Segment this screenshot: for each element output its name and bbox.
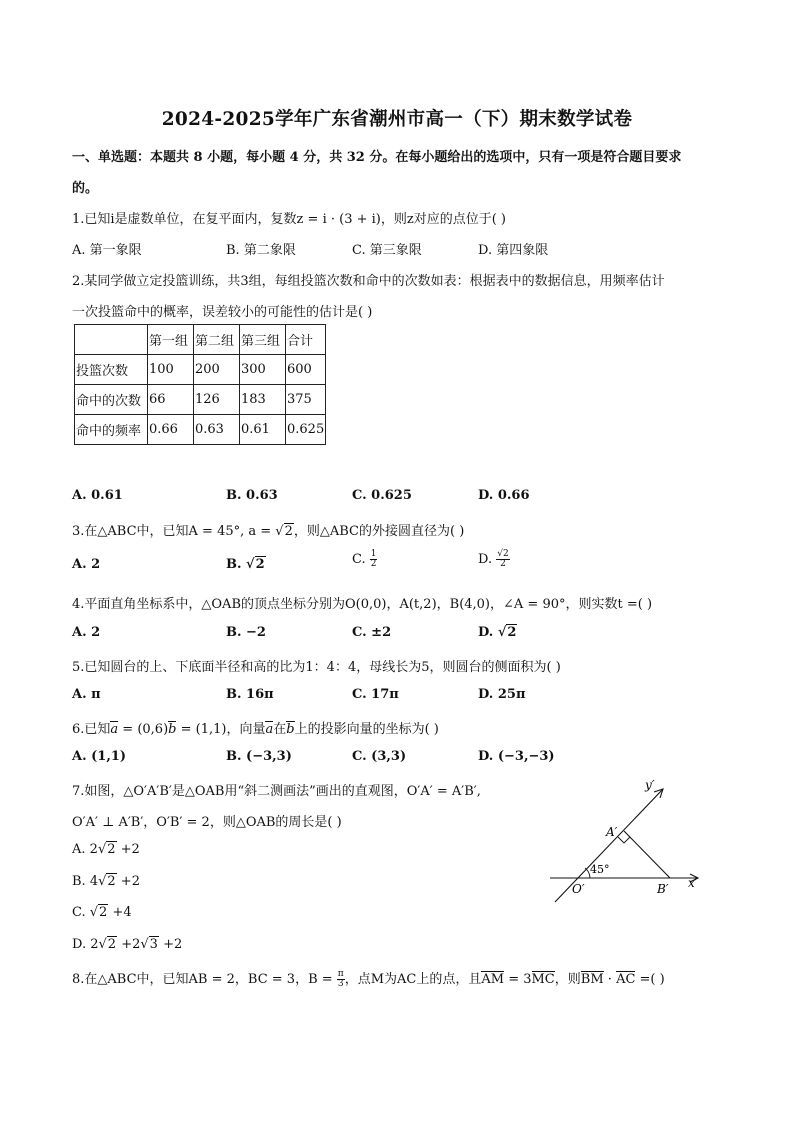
q5-option-c: C. 17π bbox=[352, 687, 399, 702]
section-heading-line1: 一、单选题：本题共 8 小题，每小题 4 分，共 32 分。在每小题给出的选项中，只有一项是符合题目要求 bbox=[72, 150, 682, 165]
q3-option-c bbox=[352, 550, 377, 569]
option-part: D. 2 bbox=[72, 937, 99, 952]
table-cell: 第二组 bbox=[194, 325, 240, 355]
q1-option-c: C. 第三象限 bbox=[352, 243, 422, 258]
table-cell: 66 bbox=[148, 385, 194, 415]
q7-option-d: D. 2√2 +2√3 +2 bbox=[72, 937, 183, 952]
point-a-label: A′ bbox=[606, 825, 618, 839]
option-part: C. bbox=[72, 905, 90, 920]
q3-option-c-fraction bbox=[370, 550, 378, 569]
q5-option-b: B. 16π bbox=[226, 687, 274, 702]
q8-stem-part: ，点M为AC上的点，且 bbox=[344, 972, 482, 987]
angle-label: 45° bbox=[590, 863, 610, 876]
q6-stem-part: = (0,6) bbox=[118, 722, 169, 737]
q2-option-a: A. 0.61 bbox=[72, 488, 123, 503]
q6-option-a: A. (1,1) bbox=[72, 749, 127, 764]
table-row bbox=[75, 415, 326, 445]
q3-option-b: B. √2 bbox=[226, 557, 265, 572]
x-axis-label: x′ bbox=[688, 876, 698, 890]
q4-option-b: B. −2 bbox=[226, 625, 266, 640]
q8-stem-part: = 3 bbox=[504, 972, 532, 987]
q3-stem-part: ，则△ABC的外接圆直径为( ) bbox=[293, 524, 465, 539]
q6-stem-part: 在 bbox=[273, 722, 287, 737]
point-b-label: B′ bbox=[657, 882, 669, 896]
vector-a: a bbox=[265, 722, 274, 737]
q7-stem-line1: 7.如图，△O′A′B′是△OAB用“斜二测画法”画出的直观图，O′A′ = A′B′, bbox=[72, 784, 481, 799]
q2-stem-line1: 2.某同学做立定投篮训练，共3组，每组投篮次数和命中的次数如表：根据表中的数据信息，用频率估计 bbox=[72, 274, 665, 289]
numerator: 1 bbox=[370, 549, 377, 559]
q2-data-table bbox=[74, 324, 326, 445]
q6-option-d: D. (−3,−3) bbox=[478, 749, 555, 764]
table-cell: 第一组 bbox=[148, 325, 194, 355]
segment-a-b bbox=[624, 831, 670, 878]
q8-stem-part: 8.在△ABC中，已知AB = 2，BC = 3，B = bbox=[72, 972, 337, 987]
sqrt-value: 2 bbox=[107, 937, 117, 952]
table-row bbox=[75, 355, 326, 385]
table-cell: 命中的频率 bbox=[75, 415, 148, 445]
vector-mc: MC bbox=[531, 972, 555, 987]
q7-option-b: B. 4√2 +2 bbox=[72, 874, 140, 889]
q1-option-b: B. 第二象限 bbox=[226, 243, 296, 258]
option-part: +4 bbox=[108, 905, 132, 920]
q3-option-d-prefix: D. bbox=[478, 552, 497, 567]
q6-option-c: C. (3,3) bbox=[352, 749, 407, 764]
table-cell: 0.61 bbox=[240, 415, 286, 445]
table-cell bbox=[75, 325, 148, 355]
denominator: 2 bbox=[370, 559, 377, 569]
q6-stem-part: 6.已知 bbox=[72, 722, 111, 737]
q6-stem-part: 上的投影向量的坐标为( ) bbox=[294, 722, 439, 737]
section-heading-line2: 的。 bbox=[72, 181, 99, 196]
q4-option-d-prefix: D. bbox=[478, 625, 498, 640]
table-cell: 300 bbox=[240, 355, 286, 385]
vector-b: b bbox=[286, 722, 295, 737]
q3-option-c-prefix: C. bbox=[352, 552, 370, 567]
sqrt-value: 3 bbox=[149, 937, 158, 952]
q7-stem-line2: O′A′ ⊥ A′B′，O′B′ = 2，则△OAB的周长是( ) bbox=[72, 815, 342, 830]
sqrt-value: 2 bbox=[107, 842, 116, 857]
q3-option-a: A. 2 bbox=[72, 557, 101, 572]
q1-option-a: A. 第一象限 bbox=[72, 243, 142, 258]
option-part: +2 bbox=[116, 842, 140, 857]
table-cell: 0.625 bbox=[286, 415, 326, 445]
q5-option-a: A. π bbox=[72, 687, 101, 702]
q8-stem-part: · bbox=[603, 972, 617, 987]
q8-stem-part: ，则 bbox=[554, 972, 581, 987]
q3-option-b-prefix: B. bbox=[226, 557, 247, 572]
vector-a: a bbox=[110, 722, 119, 737]
q3-stem-part: 3.在△ABC中，已知A = 45°, a = bbox=[72, 524, 276, 539]
q1-option-d: D. 第四象限 bbox=[478, 243, 549, 258]
option-part: B. 4 bbox=[72, 874, 99, 889]
vector-am: AM bbox=[481, 972, 505, 987]
q2-option-d: D. 0.66 bbox=[478, 488, 530, 503]
table-cell: 375 bbox=[286, 385, 326, 415]
sqrt-value: 2 bbox=[99, 905, 108, 920]
q4-option-d-sqrt: 2 bbox=[507, 625, 517, 640]
q6-option-b: B. (−3,3) bbox=[226, 749, 292, 764]
table-cell: 0.66 bbox=[148, 415, 194, 445]
sqrt-value: 2 bbox=[107, 874, 116, 889]
vector-bm: BM bbox=[580, 972, 604, 987]
q8-stem bbox=[72, 968, 665, 989]
table-cell: 183 bbox=[240, 385, 286, 415]
q5-option-d: D. 25π bbox=[478, 687, 526, 702]
point-o-label: O′ bbox=[572, 882, 585, 896]
q7-option-c: C. √2 +4 bbox=[72, 905, 132, 920]
vector-ac: AC bbox=[616, 972, 636, 987]
q3-stem: 3.在△ABC中，已知A = 45°, a = √2，则△ABC的外接圆直径为( ) bbox=[72, 524, 465, 539]
q7-option-a: A. 2√2 +2 bbox=[72, 842, 140, 857]
denominator: 2 bbox=[500, 559, 506, 569]
table-cell: 126 bbox=[194, 385, 240, 415]
option-part: +2 bbox=[116, 874, 140, 889]
q3-option-d bbox=[478, 550, 510, 569]
numerator: √2 bbox=[497, 549, 509, 559]
table-cell: 合计 bbox=[286, 325, 326, 355]
q2-option-b: B. 0.63 bbox=[226, 488, 278, 503]
q4-stem: 4.平面直角坐标系中，△OAB的顶点坐标分别为O(0,0)，A(t,2)，B(4,0)，∠A = 90°，则实数t =( ) bbox=[72, 597, 653, 612]
q6-stem bbox=[72, 718, 439, 737]
q4-option-a: A. 2 bbox=[72, 625, 101, 640]
table-cell: 命中的次数 bbox=[75, 385, 148, 415]
numerator: π bbox=[337, 969, 344, 979]
option-part: +2 bbox=[117, 937, 141, 952]
q4-option-d: D. √2 bbox=[478, 625, 517, 640]
table-cell: 200 bbox=[194, 355, 240, 385]
q8-fraction bbox=[337, 970, 345, 989]
vector-b: b bbox=[168, 722, 177, 737]
table-row bbox=[75, 385, 326, 415]
denominator: 3 bbox=[337, 979, 344, 989]
table-cell: 100 bbox=[148, 355, 194, 385]
page-title: 2024-2025学年广东省潮州市高一（下）期末数学试卷 bbox=[161, 109, 633, 130]
right-angle-mark bbox=[618, 837, 630, 843]
q2-stem-line2: 一次投篮命中的概率，误差较小的可能性的估计是( ) bbox=[72, 305, 373, 320]
q3-option-d-fraction bbox=[496, 550, 509, 569]
q5-stem: 5.已知圆台的上、下底面半径和高的比为1：4：4，母线长为5，则圆台的侧面积为( ) bbox=[72, 660, 561, 675]
option-part: +2 bbox=[158, 937, 183, 952]
table-cell: 投篮次数 bbox=[75, 355, 148, 385]
q4-option-c: C. ±2 bbox=[352, 625, 392, 640]
table-cell: 600 bbox=[286, 355, 326, 385]
q3-option-b-sqrt: 2 bbox=[255, 557, 265, 572]
table-cell: 第三组 bbox=[240, 325, 286, 355]
q6-stem-part: = (1,1)，向量 bbox=[176, 722, 266, 737]
q2-option-c: C. 0.625 bbox=[352, 488, 412, 503]
y-axis-label: y′ bbox=[645, 778, 655, 792]
table-header-row bbox=[75, 325, 326, 355]
option-part: A. 2 bbox=[72, 842, 98, 857]
table-cell: 0.63 bbox=[194, 415, 240, 445]
q3-sqrt-value: 2 bbox=[284, 524, 293, 539]
q7-figure bbox=[540, 775, 715, 910]
q8-stem-part: =( ) bbox=[635, 972, 665, 987]
q1-stem: 1.已知i是虚数单位，在复平面内，复数z = i · (3 + i)，则z对应的点位于( ) bbox=[72, 212, 506, 227]
